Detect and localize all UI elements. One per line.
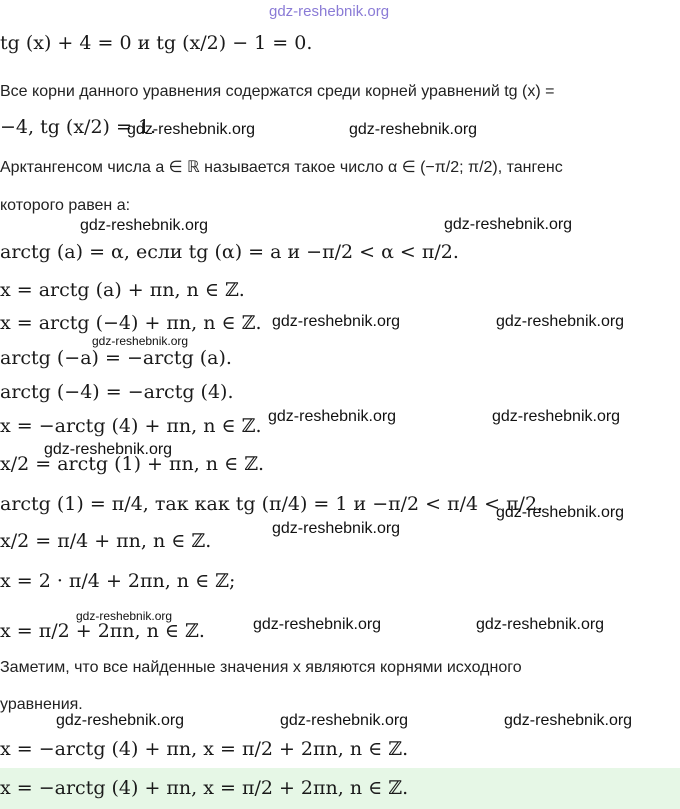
equation-line-13: x = π/2 + 2πn, n ∈ ℤ. xyxy=(0,620,205,642)
text-line-5: уравнения. xyxy=(0,696,83,713)
watermark: gdz-reshebnik.org xyxy=(476,616,605,633)
watermark: gdz-reshebnik.org xyxy=(127,121,256,138)
watermark: gdz-reshebnik.org xyxy=(76,609,173,623)
watermark: gdz-reshebnik.org xyxy=(496,313,625,330)
watermark: gdz-reshebnik.org xyxy=(349,121,478,138)
equation-line-11: x/2 = π/4 + πn, n ∈ ℤ. xyxy=(0,530,212,552)
watermark: gdz-reshebnik.org xyxy=(272,520,401,537)
equation-line-3: arctg (a) = α, если tg (α) = a и −π/2 < α < π/2. xyxy=(0,241,459,263)
watermark: gdz-reshebnik.org xyxy=(444,216,573,233)
equation-line-5: x = arctg (−4) + πn, n ∈ ℤ. xyxy=(0,312,262,334)
equation-line-12: x = 2 · π/4 + 2πn, n ∈ ℤ; xyxy=(0,570,236,592)
equation-line-7: arctg (−4) = −arctg (4). xyxy=(0,381,234,403)
equation-line-8: x = −arctg (4) + πn, n ∈ ℤ. xyxy=(0,415,262,437)
watermark: gdz-reshebnik.org xyxy=(272,313,401,330)
watermark: gdz-reshebnik.org xyxy=(56,712,185,729)
equation-line-2: −4, tg (x/2) = 1. xyxy=(0,116,157,138)
watermark: gdz-reshebnik.org xyxy=(496,504,625,521)
equation-line-4: x = arctg (a) + πn, n ∈ ℤ. xyxy=(0,279,245,301)
equation-line-9: x/2 = arctg (1) + πn, n ∈ ℤ. xyxy=(0,453,265,475)
text-line-2: Арктангенсом числа a ∈ ℝ называется такое число α ∈ (−π/2; π/2), тангенс xyxy=(0,159,563,176)
watermark: gdz-reshebnik.org xyxy=(492,408,621,425)
watermark: gdz-reshebnik.org xyxy=(92,334,189,348)
watermark: gdz-reshebnik.org xyxy=(80,217,209,234)
equation-line-6: arctg (−a) = −arctg (a). xyxy=(0,347,232,369)
watermark: gdz-reshebnik.org xyxy=(44,441,173,458)
equation-line-14: x = −arctg (4) + πn, x = π/2 + 2πn, n ∈ ℤ. xyxy=(0,738,409,760)
watermark: gdz-reshebnik.org xyxy=(269,3,390,20)
answer-line: x = −arctg (4) + πn, x = π/2 + 2πn, n ∈ ℤ. xyxy=(0,777,409,799)
equation-line-10: arctg (1) = π/4, так как tg (π/4) = 1 и −π/2 < π/4 < π/2. xyxy=(0,493,544,515)
watermark: gdz-reshebnik.org xyxy=(253,616,382,633)
text-line-4: Заметим, что все найденные значения x являются корнями исходного xyxy=(0,659,522,676)
watermark: gdz-reshebnik.org xyxy=(504,712,633,729)
text-line-1: Все корни данного уравнения содержатся среди корней уравнений tg (x) = xyxy=(0,83,555,100)
equation-line-1: tg (x) + 4 = 0 и tg (x/2) − 1 = 0. xyxy=(0,32,313,54)
watermark: gdz-reshebnik.org xyxy=(280,712,409,729)
text-line-3: которого равен a: xyxy=(0,197,131,214)
watermark: gdz-reshebnik.org xyxy=(268,408,397,425)
